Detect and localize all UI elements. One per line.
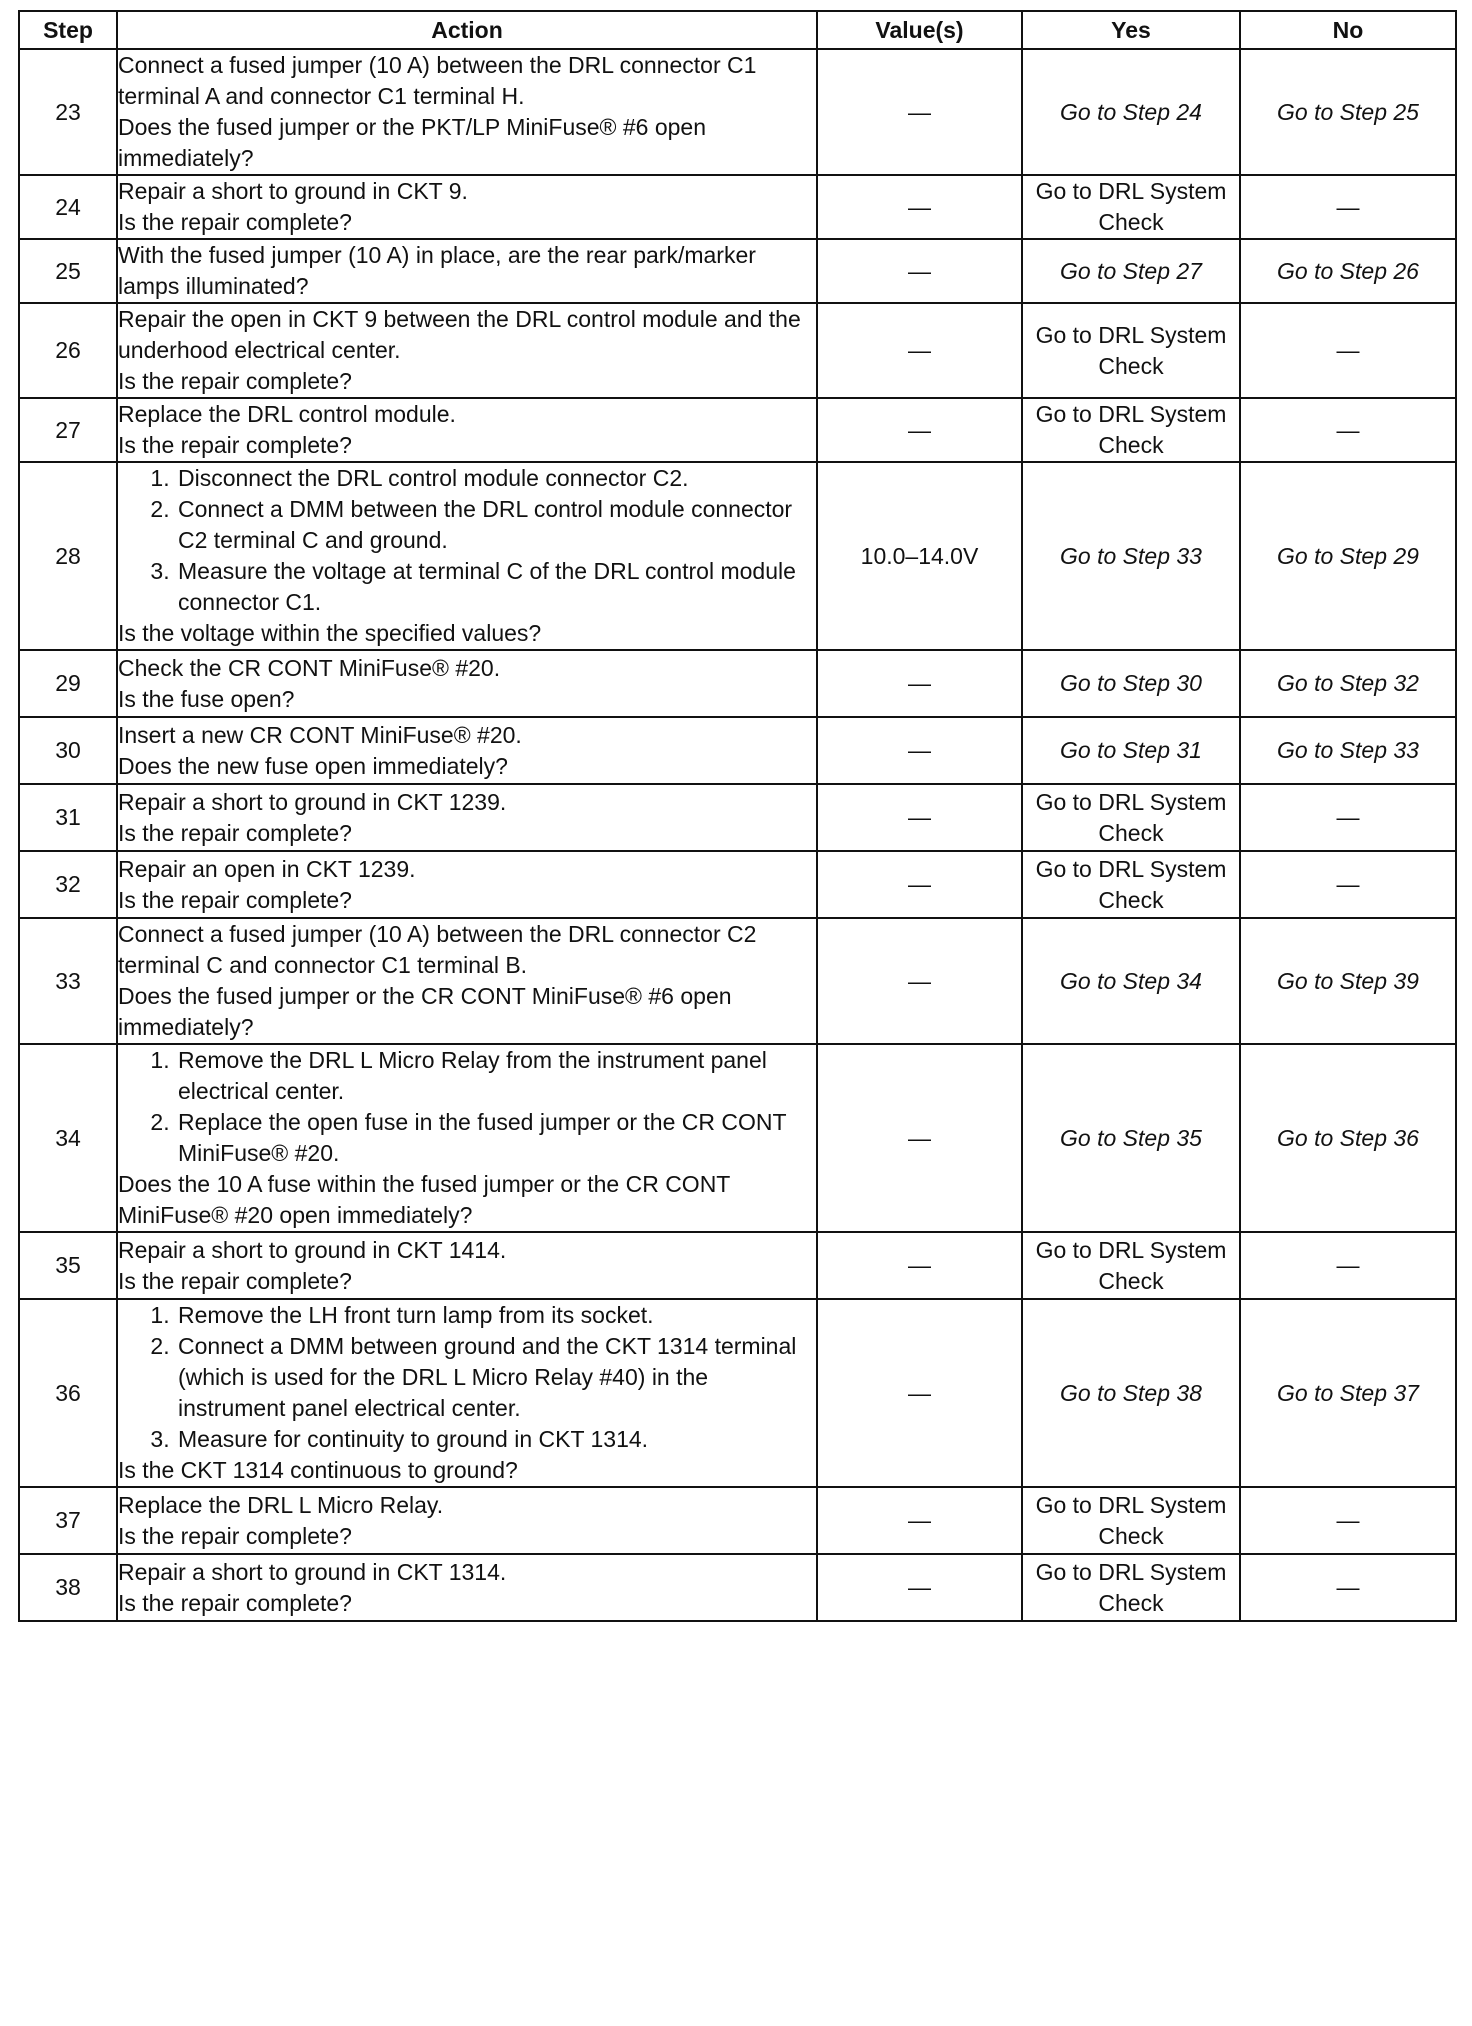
goto-system-check[interactable]: Go to DRL System Check	[1035, 855, 1227, 913]
table-row	[19, 851, 1456, 918]
table-row	[19, 239, 1456, 303]
action-step-item: 2. Replace the open fuse in the fused jumper or the CR CONT MiniFuse® #20.	[176, 1107, 816, 1169]
yes-cell	[1022, 462, 1240, 650]
table-row	[19, 1044, 1456, 1232]
action-text: Connect a fused jumper (10 A) between the DRL connector C1 terminal A and connector C1 terminal H.	[118, 52, 757, 109]
goto-system-check[interactable]: Go to DRL System Check	[1035, 321, 1227, 379]
yes-cell	[1022, 1232, 1240, 1299]
table-row	[19, 462, 1456, 650]
step-number: 24	[19, 175, 117, 239]
action-question: Does the 10 A fuse within the fused jumper or the CR CONT MiniFuse® #20 open immediately?	[118, 1171, 730, 1228]
action-step-item: 1. Remove the DRL L Micro Relay from the instrument panel electrical center.	[176, 1045, 816, 1107]
action-cell	[117, 918, 817, 1044]
action-question: Is the CKT 1314 continuous to ground?	[118, 1457, 518, 1483]
step-number: 30	[19, 717, 117, 784]
step-number: 37	[19, 1487, 117, 1554]
action-cell	[117, 49, 817, 175]
table-row	[19, 1232, 1456, 1299]
no-cell	[1240, 398, 1456, 462]
action-question: Is the fuse open?	[118, 685, 295, 712]
goto-system-check[interactable]: Go to DRL System Check	[1035, 788, 1227, 846]
table-row	[19, 1487, 1456, 1554]
goto-step-link[interactable]: Go to Step 35	[1060, 1124, 1202, 1151]
yes-cell	[1022, 1487, 1240, 1554]
no-cell	[1240, 239, 1456, 303]
step-number: 28	[19, 462, 117, 650]
action-step-item: 2. Connect a DMM between the DRL control module connector C2 terminal C and ground.	[176, 494, 816, 556]
no-cell	[1240, 851, 1456, 918]
action-step-item: 3. Measure for continuity to ground in CKT 1314.	[176, 1424, 816, 1455]
action-cell	[117, 650, 817, 717]
table-row	[19, 49, 1456, 175]
action-text: Connect a fused jumper (10 A) between the DRL connector C2 terminal C and connector C1 terminal B.	[118, 921, 757, 978]
action-steps-list	[118, 1045, 816, 1169]
no-cell	[1240, 1232, 1456, 1299]
table-row	[19, 303, 1456, 398]
value-cell: —	[817, 49, 1022, 175]
action-question: Is the repair complete?	[118, 886, 352, 913]
yes-cell	[1022, 717, 1240, 784]
no-cell	[1240, 1299, 1456, 1487]
goto-system-check[interactable]: Go to DRL System Check	[1035, 1558, 1227, 1616]
action-cell	[117, 851, 817, 918]
action-question: Is the repair complete?	[118, 1589, 352, 1616]
yes-cell	[1022, 851, 1240, 918]
step-number: 36	[19, 1299, 117, 1487]
value-cell: —	[817, 918, 1022, 1044]
yes-cell	[1022, 175, 1240, 239]
action-question: Is the repair complete?	[118, 819, 352, 846]
action-cell	[117, 462, 817, 650]
no-action-dash: —	[1336, 804, 1360, 830]
goto-step-link[interactable]: Go to Step 33	[1060, 542, 1202, 569]
action-step-item: 2. Connect a DMM between ground and the CKT 1314 terminal (which is used for the DRL L Micro Relay #40) in the instrument panel electrical center.	[176, 1331, 816, 1424]
action-text: With the fused jumper (10 A) in place, are the rear park/marker lamps illuminated?	[118, 242, 756, 299]
value-cell: —	[817, 398, 1022, 462]
action-cell	[117, 175, 817, 239]
action-step-item: 1. Disconnect the DRL control module connector C2.	[176, 463, 816, 494]
value-cell: —	[817, 1044, 1022, 1232]
yes-cell	[1022, 239, 1240, 303]
no-cell	[1240, 1044, 1456, 1232]
goto-step-link[interactable]: Go to Step 24	[1060, 98, 1202, 125]
action-question: Is the voltage within the specified values?	[118, 620, 542, 646]
yes-cell	[1022, 1299, 1240, 1487]
no-cell	[1240, 49, 1456, 175]
action-question: Does the new fuse open immediately?	[118, 752, 508, 779]
table-row	[19, 1554, 1456, 1621]
goto-step-link[interactable]: Go to Step 25	[1277, 98, 1419, 125]
value-cell: —	[817, 175, 1022, 239]
no-action-dash: —	[1336, 1574, 1360, 1600]
action-cell	[117, 1299, 817, 1487]
value-cell: —	[817, 1487, 1022, 1554]
yes-cell	[1022, 918, 1240, 1044]
diagnostic-table	[18, 10, 1457, 1622]
action-text: Repair a short to ground in CKT 1414.	[118, 1236, 507, 1263]
header-step: Step	[19, 11, 117, 49]
step-number: 32	[19, 851, 117, 918]
goto-system-check[interactable]: Go to DRL System Check	[1035, 178, 1227, 235]
action-question: Is the repair complete?	[118, 368, 352, 394]
step-number: 34	[19, 1044, 117, 1232]
action-steps-list	[118, 463, 816, 618]
action-text: Check the CR CONT MiniFuse® #20.	[118, 654, 501, 681]
action-cell	[117, 303, 817, 398]
yes-cell	[1022, 303, 1240, 398]
goto-step-link[interactable]: Go to Step 36	[1277, 1124, 1419, 1151]
action-cell	[117, 398, 817, 462]
no-cell	[1240, 717, 1456, 784]
goto-step-link[interactable]: Go to Step 26	[1277, 257, 1419, 284]
header-yes: Yes	[1022, 11, 1240, 49]
action-text: Repair an open in CKT 1239.	[118, 855, 416, 882]
value-cell: —	[817, 1232, 1022, 1299]
value-cell: —	[817, 1554, 1022, 1621]
goto-step-link[interactable]: Go to Step 37	[1277, 1379, 1419, 1406]
no-action-dash: —	[1336, 1507, 1360, 1533]
yes-cell	[1022, 650, 1240, 717]
value-cell: —	[817, 303, 1022, 398]
table-row	[19, 650, 1456, 717]
yes-cell	[1022, 1044, 1240, 1232]
yes-cell	[1022, 1554, 1240, 1621]
value-cell: —	[817, 851, 1022, 918]
no-action-dash: —	[1336, 193, 1360, 220]
table-row	[19, 918, 1456, 1044]
step-number: 27	[19, 398, 117, 462]
step-number: 29	[19, 650, 117, 717]
action-text: Replace the DRL L Micro Relay.	[118, 1491, 444, 1518]
yes-cell	[1022, 49, 1240, 175]
goto-step-link[interactable]: Go to Step 34	[1060, 967, 1202, 994]
no-action-dash: —	[1336, 871, 1360, 897]
value-cell: 10.0–14.0V	[817, 462, 1022, 650]
header-no: No	[1240, 11, 1456, 49]
header-action: Action	[117, 11, 817, 49]
no-cell	[1240, 784, 1456, 851]
action-cell	[117, 1044, 817, 1232]
no-action-dash: —	[1336, 416, 1360, 443]
goto-system-check[interactable]: Go to DRL System Check	[1035, 1236, 1227, 1294]
step-number: 38	[19, 1554, 117, 1621]
no-cell	[1240, 1487, 1456, 1554]
action-cell	[117, 1232, 817, 1299]
value-cell: —	[817, 650, 1022, 717]
goto-step-link[interactable]: Go to Step 31	[1060, 737, 1202, 763]
no-action-dash: —	[1336, 1252, 1360, 1278]
action-cell	[117, 784, 817, 851]
table-row	[19, 1299, 1456, 1487]
no-cell	[1240, 175, 1456, 239]
no-cell	[1240, 650, 1456, 717]
goto-step-link[interactable]: Go to Step 29	[1277, 542, 1419, 569]
goto-step-link[interactable]: Go to Step 38	[1060, 1379, 1202, 1406]
action-cell	[117, 1487, 817, 1554]
table-row	[19, 784, 1456, 851]
step-number: 33	[19, 918, 117, 1044]
table-body	[19, 49, 1456, 1621]
table-row	[19, 175, 1456, 239]
action-text: Repair a short to ground in CKT 9.	[118, 178, 468, 204]
no-cell	[1240, 918, 1456, 1044]
diagnostic-table-page	[18, 10, 1455, 1622]
step-number: 26	[19, 303, 117, 398]
goto-system-check[interactable]: Go to DRL System Check	[1035, 401, 1227, 458]
step-number: 35	[19, 1232, 117, 1299]
action-step-item: 1. Remove the LH front turn lamp from its socket.	[176, 1300, 816, 1331]
yes-cell	[1022, 784, 1240, 851]
table-row	[19, 717, 1456, 784]
action-question: Does the fused jumper or the CR CONT MiniFuse® #6 open immediately?	[118, 983, 732, 1040]
value-cell: —	[817, 784, 1022, 851]
no-action-dash: —	[1336, 337, 1360, 363]
goto-step-link[interactable]: Go to Step 27	[1060, 257, 1202, 284]
action-text: Repair a short to ground in CKT 1314.	[118, 1558, 507, 1585]
step-number: 25	[19, 239, 117, 303]
value-cell: —	[817, 1299, 1022, 1487]
action-question: Is the repair complete?	[118, 209, 352, 235]
action-cell	[117, 717, 817, 784]
goto-step-link[interactable]: Go to Step 32	[1277, 670, 1419, 696]
step-number: 23	[19, 49, 117, 175]
action-question: Is the repair complete?	[118, 1522, 352, 1549]
action-question: Is the repair complete?	[118, 1267, 352, 1294]
action-question: Does the fused jumper or the PKT/LP MiniFuse® #6 open immediately?	[118, 114, 707, 171]
goto-step-link[interactable]: Go to Step 39	[1277, 967, 1419, 994]
action-cell	[117, 239, 817, 303]
goto-step-link[interactable]: Go to Step 33	[1277, 737, 1419, 763]
table-row	[19, 398, 1456, 462]
table-header-row	[19, 11, 1456, 49]
action-step-item: 3. Measure the voltage at terminal C of the DRL control module connector C1.	[176, 556, 816, 618]
action-question: Is the repair complete?	[118, 432, 352, 458]
action-text: Repair the open in CKT 9 between the DRL control module and the underhood electrical center.	[118, 306, 801, 363]
no-cell	[1240, 303, 1456, 398]
goto-system-check[interactable]: Go to DRL System Check	[1035, 1491, 1227, 1549]
value-cell: —	[817, 717, 1022, 784]
no-cell	[1240, 462, 1456, 650]
goto-step-link[interactable]: Go to Step 30	[1060, 670, 1202, 696]
action-cell	[117, 1554, 817, 1621]
no-cell	[1240, 1554, 1456, 1621]
step-number: 31	[19, 784, 117, 851]
value-cell: —	[817, 239, 1022, 303]
action-text: Insert a new CR CONT MiniFuse® #20.	[118, 721, 522, 748]
action-text: Repair a short to ground in CKT 1239.	[118, 788, 507, 815]
action-steps-list	[118, 1300, 816, 1455]
yes-cell	[1022, 398, 1240, 462]
header-values: Value(s)	[817, 11, 1022, 49]
action-text: Replace the DRL control module.	[118, 401, 456, 427]
